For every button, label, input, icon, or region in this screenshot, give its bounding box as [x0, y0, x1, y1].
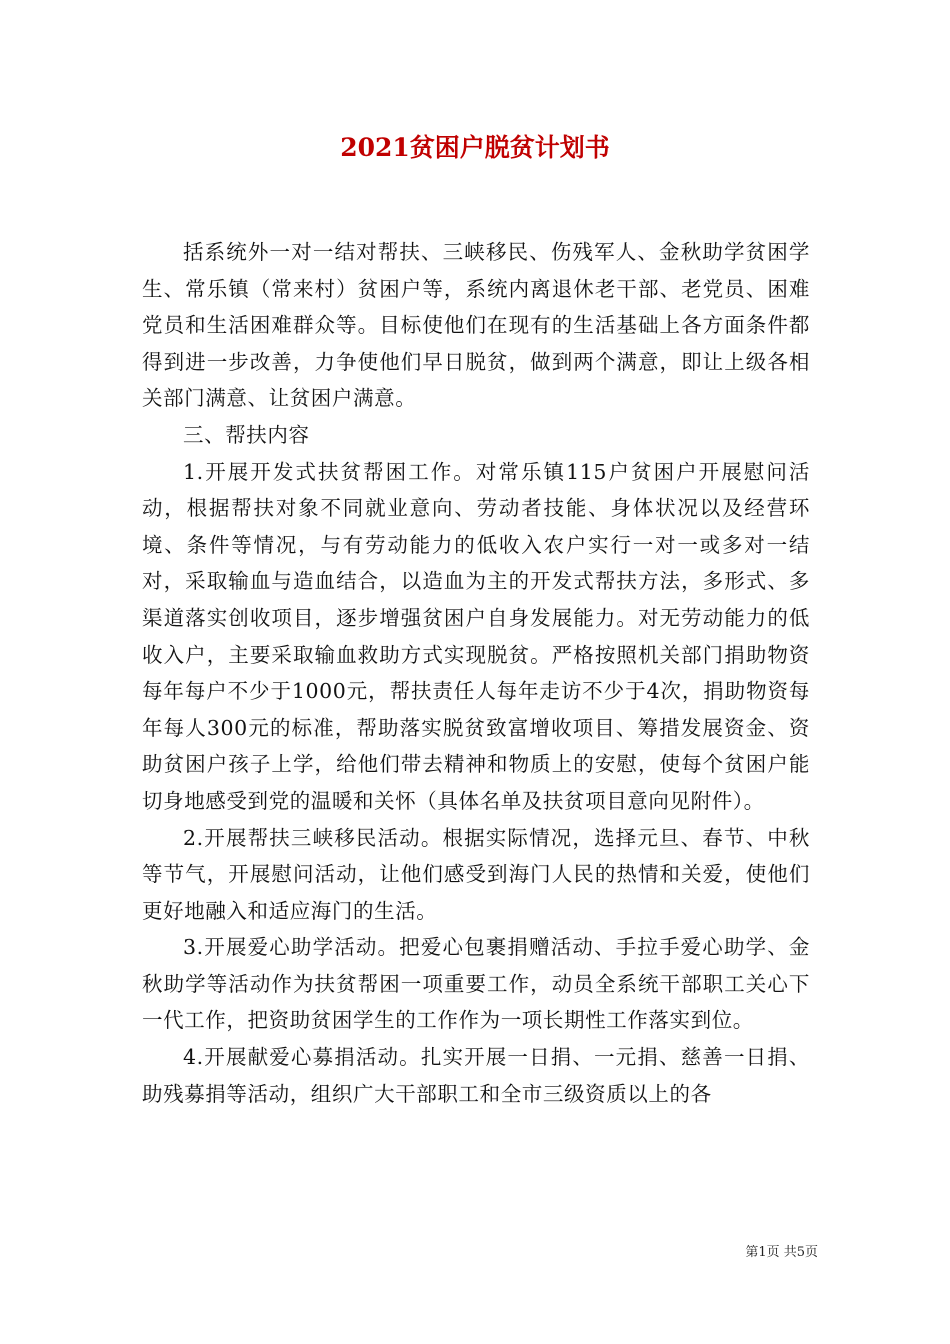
paragraph-scope: 括系统外一对一结对帮扶、三峡移民、伤残军人、金秋助学贫困学生、常乐镇（常来村）贫困户等，系统内离退休老干部、老党员、困难党员和生活困难群众等。目标使他们在现有的生活基础上各方面条件都得到进一步改善，力争使他们早日脱贫，做到两个满意，即让上级各相关部门满意、让贫困户满意。 [142, 240, 810, 411]
paragraph-item-1: 1.开展开发式扶贫帮困工作。对常乐镇115户贫困户开展慰问活动，根据帮扶对象不同就业意向、劳动者技能、身体状况以及经营环境、条件等情况，与有劳动能力的低收入农户实行一对一或多对一结对，采取输血与造血结合，以造血为主的开发式帮扶方法，多形式、多渠道落实创收项目，逐步增强贫困户自身发展能力。对无劳动能力的低收入户，主要采取输血救助方式实现脱贫。严格按照机关部门捐助物资每年每户不少于1000元，帮扶责任人每年走访不少于4次，捐助物资每年每人300元的标准，帮助落实脱贫致富增收项目、筹措发展资金、资助贫困户孩子上学，给他们带去精神和物质上的安慰，使每个贫困户能切身地感受到党的温暖和关怀（具体名单及扶贫项目意向见附件）。 [142, 459, 810, 813]
section-heading-assistance-content: 三、帮扶内容 [183, 422, 310, 447]
document-body [142, 234, 810, 1112]
page-title: 2021贫困户脱贫计划书 [340, 133, 610, 162]
paragraph-item-4: 4.开展献爱心募捐活动。扎实开展一日捐、一元捐、慈善一日捐、助残募捐等活动，组织广大干部职工和全市三级资质以上的各 [142, 1045, 810, 1106]
paragraph-item-3: 3.开展爱心助学活动。把爱心包裹捐赠活动、手拉手爱心助学、金秋助学等活动作为扶贫帮困一项重要工作，动员全系统干部职工关心下一代工作，把资助贫困学生的工作作为一项长期性工作落实到位。 [142, 935, 810, 1033]
paragraph-item-2: 2.开展帮扶三峡移民活动。根据实际情况，选择元旦、春节、中秋等节气，开展慰问活动，让他们感受到海门人民的热情和关爱，使他们更好地融入和适应海门的生活。 [142, 825, 810, 923]
page-number: 第1页 共5页 [745, 1245, 818, 1260]
